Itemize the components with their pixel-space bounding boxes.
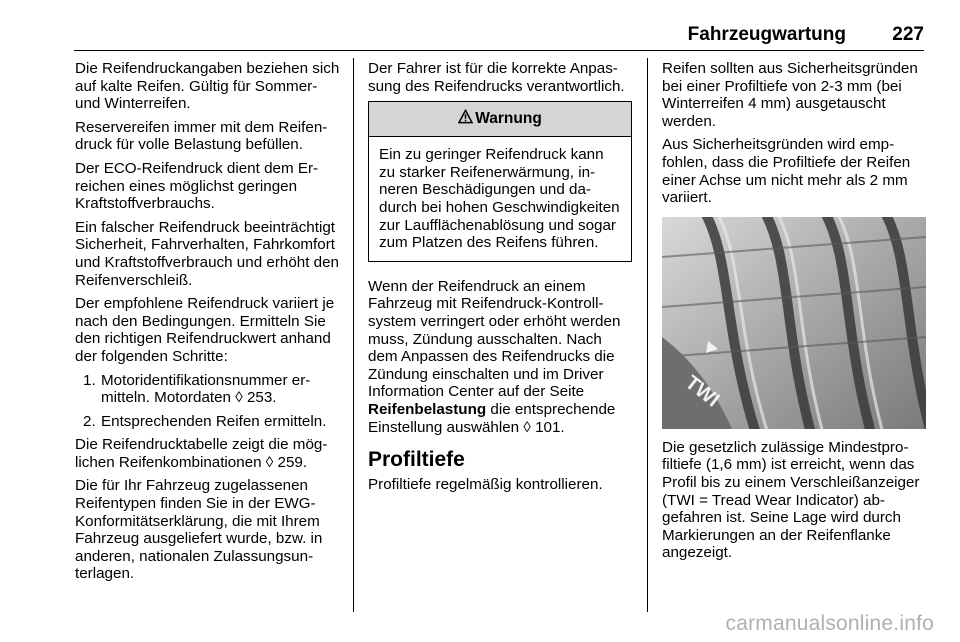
- menu-term: Reifenbelastung: [368, 400, 487, 418]
- list-item: [75, 372, 341, 407]
- paragraph: Die gesetzlich zulässige Mindestprofiltiefe (1,6 mm) ist erreicht, wenn das Profil bis zu einem Verschleißanzeiger (TWI = Tread Wear Indicator) abgefahren ist. Seine Lage wird durch Markierungen an der Reifenflanke angezeigt.: [662, 438, 920, 562]
- paragraph: Die für Ihr Fahrzeug zugelassenen Reifentypen finden Sie in der EWG-Konformitätserklärung, die mit Ihrem Fahrzeug ausgeliefert wurde, bzw. in anderen, nationalen Zulassungsunterlagen.: [75, 477, 323, 583]
- list-text: Motoridentifikationsnummer ermitteln. Motordaten ◊ 253.: [101, 371, 311, 407]
- paragraph: Der empfohlene Reifendruck variiert je nach den Bedingungen. Ermitteln Sie den richtigen Reifendruckwert anhand der folgenden Schritte:: [75, 295, 335, 365]
- paragraph-text: Wenn der Reifendruck an einem Fahrzeug mit Reifendruck-Kontrollsystem verringert oder erhöht werden muss, Zündung ausschalten. Nach dem Anpassen des Reifendrucks die Zündung einschalten und im Driver Information Center auf der Seite: [368, 277, 621, 401]
- section-title: Fahrzeugwartung: [687, 24, 846, 45]
- paragraph: [368, 278, 632, 436]
- watermark: carmanualsonline.info: [725, 612, 934, 635]
- paragraph: Ein falscher Reifendruck beeinträchtigt Sicherheit, Fahrverhalten, Fahrkomfort und Kraftstoffverbrauch und erhöht den Reifenverschleiß.: [75, 218, 339, 289]
- warning-text: Ein zu geringer Reifendruck kann zu starker Reifenerwärmung, inneren Beschädigungen und dadurch bei hohen Geschwindigkeiten zur Laufflächenablösung und sogar zum Platzen des Reifens führen.: [379, 146, 620, 252]
- column-divider: [647, 58, 648, 612]
- warning-box: [368, 101, 632, 262]
- paragraph: Reservereifen immer mit dem Reifendruck für volle Belastung befüllen.: [75, 118, 328, 154]
- warning-title: Warnung: [475, 110, 542, 128]
- list-number: 2.: [83, 412, 96, 430]
- paragraph: Der Fahrer ist für die korrekte Anpassung des Reifendrucks verantwortlich.: [368, 60, 625, 95]
- column-right: [662, 60, 926, 568]
- page-number: 227: [892, 24, 924, 45]
- paragraph: Der ECO-Reifendruck dient dem Erreichen eines möglichst geringen Kraftstoffverbrauchs.: [75, 159, 319, 213]
- column-middle: [368, 60, 632, 500]
- paragraph: Profiltiefe regelmäßig kontrollieren.: [368, 476, 603, 494]
- tire-tread-image: [662, 217, 926, 429]
- warning-triangle-icon: [458, 109, 473, 129]
- column-left: [75, 60, 341, 589]
- section-heading: Profiltiefe: [368, 448, 465, 472]
- page-header: [74, 22, 924, 51]
- paragraph: Aus Sicherheitsgründen wird empfohlen, dass die Profiltiefe der Reifen einer Achse um nicht mehr als 2 mm variiert.: [662, 136, 911, 207]
- twi-label: TWI: [680, 371, 724, 412]
- paragraph: Die Reifendrucktabelle zeigt die möglichen Reifenkombinationen ◊ 259.: [75, 436, 328, 471]
- paragraph-text: die entsprechende Einstellung auswählen ◊ 101.: [368, 400, 616, 436]
- paragraph: Reifen sollten aus Sicherheitsgründen bei einer Profiltiefe von 2-3 mm (bei Winterreifen 4 mm) ausgetauscht werden.: [662, 60, 918, 130]
- list-number: 1.: [83, 371, 96, 389]
- paragraph: Die Reifendruckangaben beziehen sich auf kalte Reifen. Gültig für Sommer- und Winterreifen.: [75, 60, 340, 113]
- column-divider: [353, 58, 354, 612]
- list-item: [75, 413, 341, 431]
- list-text: Entsprechenden Reifen ermitteln.: [101, 412, 327, 430]
- warning-header: [369, 102, 631, 137]
